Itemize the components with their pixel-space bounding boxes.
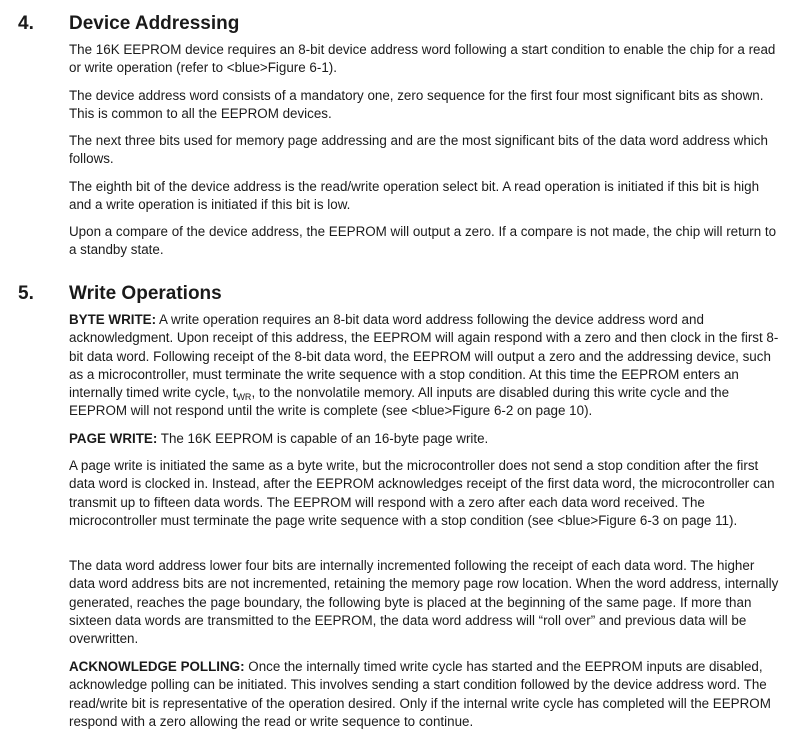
section-title: Device Addressing [69,13,240,34]
byte-write-lead: BYTE WRITE: [69,312,157,327]
ack-polling-text: Once the internally timed write cycle has started and the EEPROM inputs are disabled, acknowledge polling can be initiated. This involves sending a start condition followed by the device address word. The read/write bit is representative of the operation desired. Only if the internal write cycle has completed will the EEPROM respond with a zero allowing the read or write sequence to continue. [69,659,771,729]
page-write-lead: PAGE WRITE: [69,431,158,446]
ack-polling-lead: ACKNOWLEDGE POLLING: [69,659,245,674]
paragraph: The eighth bit of the device address is the read/write operation select bit. A read operation is initiated if this bit is high and a write operation is initiated if this bit is low. [69,179,760,213]
twr-subscript: WR [236,392,252,403]
address-increment-paragraph: The data word address lower four bits are internally incremented following the receipt of each data word. The higher data word address bits are not incremented, retaining the memory page row location. When the word address, internally generated, reaches the page boundary, the following byte is placed at the beginning of the same page. If more than sixteen data words are transmitted to the EEPROM, the data word address will “roll over” and previous data will be overwritten. [69,558,779,647]
byte-write-text: A write operation requires an 8-bit data word address following the device address word and acknowledgment. Upon receipt of this address, the EEPROM will again respond with a zero and then clock in the first 8-bit data word. Following receipt of the 8-bit data word, the EEPROM will output a zero and the addressing device, such as a microcontroller, must terminate the write sequence with a stop condition. At this time the EEPROM enters an internally timed write cycle, t [69,312,779,401]
paragraph: Upon a compare of the device address, the EEPROM will output a zero. If a compare is not made, the chip will return to a standby state. [69,224,777,258]
page-write-text: The 16K EEPROM is capable of an 16-byte page write. [157,431,489,446]
byte-write-paragraph [69,311,783,421]
paragraph: The device address word consists of a mandatory one, zero sequence for the first four most significant bits as shown. This is common to all the EEPROM devices. [69,88,764,122]
section-number: 5. [18,283,34,304]
ack-polling-paragraph [69,658,783,731]
page-write-detail-paragraph: A page write is initiated the same as a byte write, but the microcontroller does not send a stop condition after the first data word is clocked in. Instead, after the EEPROM acknowledges receipt of the first data word, the microcontroller can transmit up to fifteen data words. The EEPROM will respond with a zero after each data word received. The microcontroller must terminate the page write sequence with a stop condition (see <blue>Figure 6-3 on page 11). [69,458,775,528]
page-write-paragraph [69,430,783,448]
paragraph: The next three bits used for memory page addressing and are the most significant bits of the data word address which follows. [69,133,768,167]
section-number: 4. [18,13,34,34]
section-title: Write Operations [69,283,222,304]
byte-write-text-cont: , to the nonvolatile memory. All inputs are disabled during this write cycle and the EEPROM will not respond until the write is complete (see <blue>Figure 6-2 on page 10). [69,385,730,419]
paragraph: The 16K EEPROM device requires an 8-bit device address word following a start condition to enable the chip for a read or write operation (refer to <blue>Figure 6-1). [69,42,776,76]
